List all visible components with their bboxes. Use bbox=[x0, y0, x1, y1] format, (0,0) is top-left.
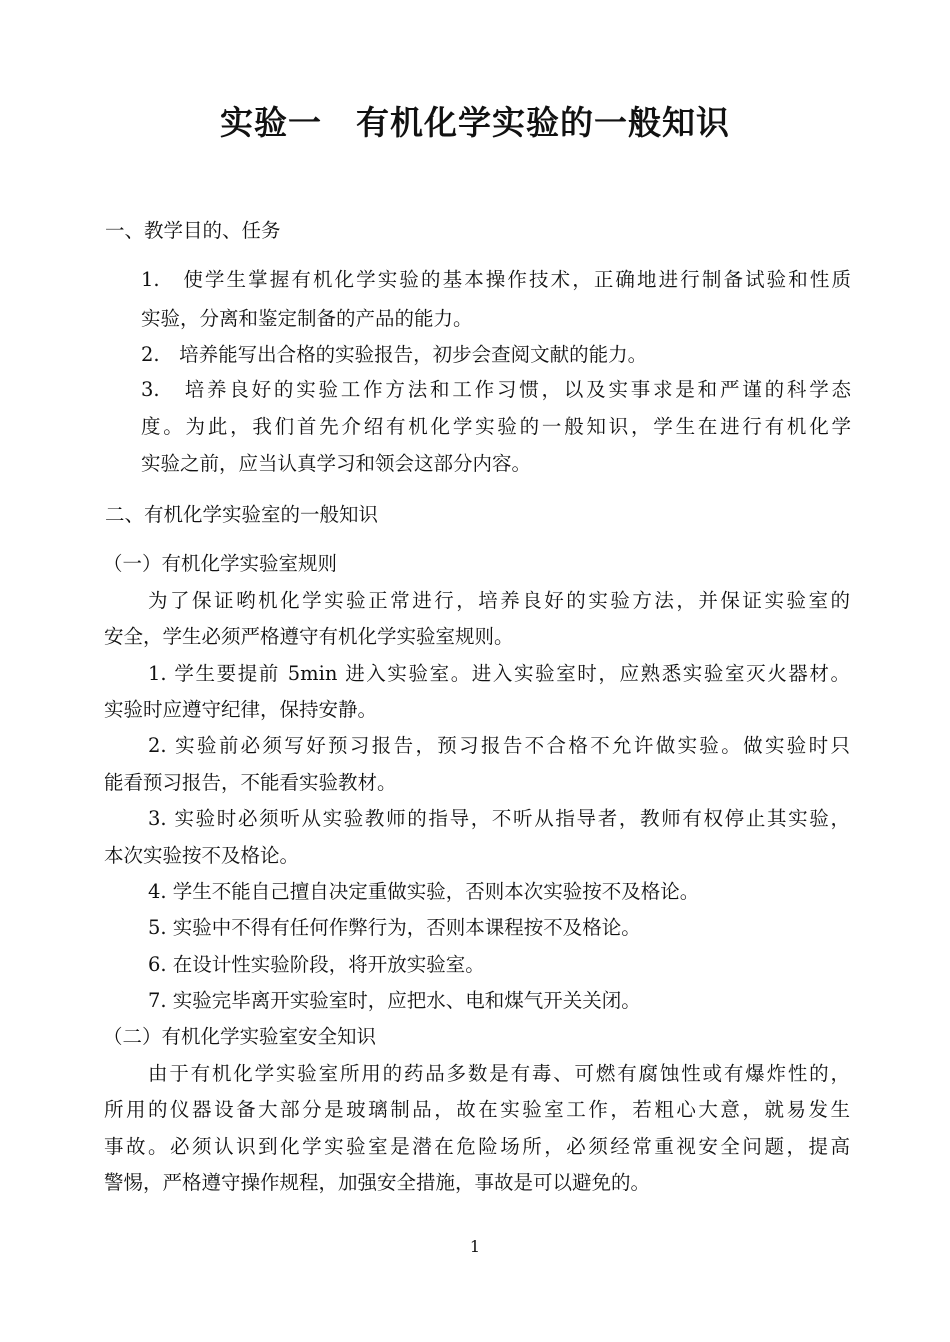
safety-paragraph-line-3: 事故。必须认识到化学实验室是潜在危险场所，必须经常重视安全问题，提高 bbox=[104, 1135, 850, 1158]
section-heading-lab-knowledge: 二、有机化学实验室的一般知识 bbox=[105, 503, 379, 526]
page-number: 1 bbox=[469, 1237, 481, 1256]
document-title: 实验一 有机化学实验的一般知识 bbox=[220, 103, 730, 142]
rule-6: 6. 在设计性实验阶段，将开放实验室。 bbox=[148, 953, 485, 976]
section-heading-teaching-objectives: 一、教学目的、任务 bbox=[105, 219, 281, 242]
objective-3-line-1: 3. 培养良好的实验工作方法和工作习惯，以及实事求是和严谨的科学态 bbox=[141, 378, 851, 401]
objective-3-line-3: 实验之前，应当认真学习和领会这部分内容。 bbox=[141, 452, 532, 475]
rule-2-line-2: 能看预习报告，不能看实验教材。 bbox=[104, 771, 397, 794]
rule-3-line-2: 本次实验按不及格论。 bbox=[104, 844, 300, 867]
objective-2-line-1: 2. 培养能写出合格的实验报告，初步会查阅文献的能力。 bbox=[141, 343, 648, 366]
safety-paragraph-line-1: 由于有机化学实验室所用的药品多数是有毒、可燃有腐蚀性或有爆炸性的， bbox=[148, 1062, 850, 1085]
rule-2-line-1: 2. 实验前必须写好预习报告，预习报告不合格不允许做实验。做实验时只 bbox=[148, 734, 850, 757]
safety-paragraph-line-4: 警惕，严格遵守操作规程，加强安全措施，事故是可以避免的。 bbox=[104, 1171, 651, 1194]
rules-intro-line-1: 为了保证哟机化学实验正常进行，培养良好的实验方法，并保证实验室的 bbox=[148, 589, 850, 612]
subsection-heading-lab-safety: （二）有机化学实验室安全知识 bbox=[103, 1025, 377, 1048]
rule-3-line-1: 3. 实验时必须听从实验教师的指导，不听从指导者，教师有权停止其实验， bbox=[148, 807, 850, 830]
rule-1-line-2: 实验时应遵守纪律，保持安静。 bbox=[104, 698, 378, 721]
rule-7: 7. 实验完毕离开实验室时，应把水、电和煤气开关关闭。 bbox=[148, 989, 641, 1012]
rule-1-line-1: 1. 学生要提前 5min 进入实验室。进入实验室时，应熟悉实验室灭火器材。 bbox=[148, 662, 850, 685]
subsection-heading-lab-rules: （一）有机化学实验室规则 bbox=[103, 552, 338, 575]
rule-4: 4. 学生不能自己擅自决定重做实验，否则本次实验按不及格论。 bbox=[148, 880, 700, 903]
objective-3-line-2: 度。为此，我们首先介绍有机化学实验的一般知识，学生在进行有机化学 bbox=[141, 415, 851, 438]
rule-5: 5. 实验中不得有任何作弊行为，否则本课程按不及格论。 bbox=[148, 916, 641, 939]
objective-1-line-2: 实验，分离和鉴定制备的产品的能力。 bbox=[141, 307, 473, 330]
objective-1-line-1: 1. 使学生掌握有机化学实验的基本操作技术，正确地进行制备试验和性质 bbox=[141, 268, 851, 291]
safety-paragraph-line-2: 所用的仪器设备大部分是玻璃制品，故在实验室工作，若粗心大意，就易发生 bbox=[104, 1098, 850, 1121]
rules-intro-line-2: 安全，学生必须严格遵守有机化学实验室规则。 bbox=[104, 625, 514, 648]
